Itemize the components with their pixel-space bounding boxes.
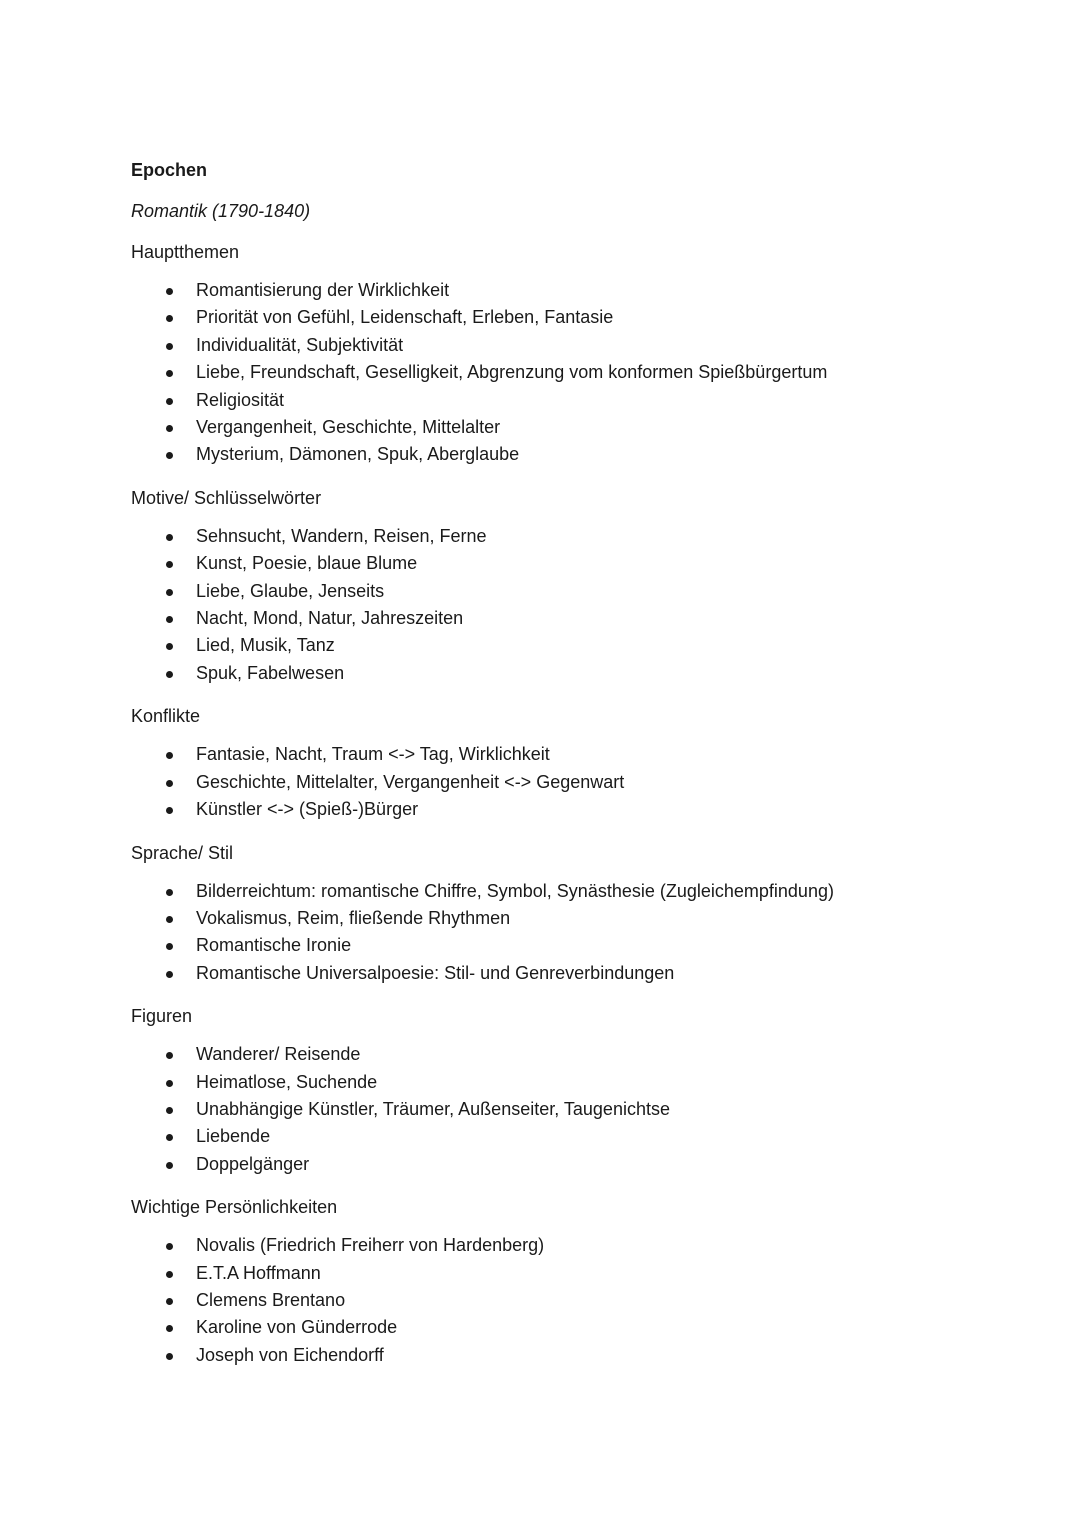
list-item <box>131 932 1011 959</box>
list-item-text: Geschichte, Mittelalter, Vergangenheit <-> Gegenwart <box>196 771 625 792</box>
bullet-icon <box>166 971 173 978</box>
list-item <box>131 304 1011 331</box>
bullet-icon <box>166 1243 173 1250</box>
list-item-text: Liebe, Freundschaft, Geselligkeit, Abgrenzung vom konformen Spießbürgertum <box>196 362 828 383</box>
sections-container <box>131 237 1011 1369</box>
list-item <box>131 632 1011 659</box>
section-heading: Figuren <box>131 1006 193 1027</box>
list-item-text: Romantisierung der Wirklichkeit <box>196 280 450 300</box>
section-heading: Motive/ Schlüsselwörter <box>131 487 322 508</box>
bullet-list <box>131 523 1011 687</box>
bullet-icon <box>166 1107 173 1114</box>
list-item-text: Vergangenheit, Geschichte, Mittelalter <box>196 417 501 438</box>
bullet-icon <box>166 315 173 322</box>
bullet-icon <box>166 1271 173 1278</box>
list-item <box>131 960 1011 987</box>
list-item-text: Liebe, Glaube, Jenseits <box>196 580 385 601</box>
list-item <box>131 1314 1011 1341</box>
section-heading: Hauptthemen <box>131 242 240 262</box>
bullet-list <box>131 1041 1011 1178</box>
bullet-icon <box>166 916 173 923</box>
list-item <box>131 796 1011 823</box>
bullet-icon <box>166 452 173 459</box>
list-item-text: Nacht, Mond, Natur, Jahreszeiten <box>196 608 464 629</box>
list-item <box>131 741 1011 768</box>
bullet-icon <box>166 370 173 377</box>
list-item <box>131 769 1011 796</box>
list-item <box>131 660 1011 687</box>
list-item <box>131 1123 1011 1150</box>
list-item-text: Heimatlose, Suchende <box>196 1071 378 1092</box>
bullet-icon <box>166 643 173 650</box>
list-item <box>131 414 1011 441</box>
section-heading: Sprache/ Stil <box>131 842 234 863</box>
list-item <box>131 1287 1011 1314</box>
list-item-text: Romantische Universalpoesie: Stil- und Genreverbindungen <box>196 962 675 983</box>
list-item-text: Kunst, Poesie, blaue Blume <box>196 553 418 574</box>
bullet-icon <box>166 561 173 568</box>
section-heading: Wichtige Persönlichkeiten <box>131 1197 338 1218</box>
list-item <box>131 1069 1011 1096</box>
bullet-icon <box>166 534 173 541</box>
bullet-icon <box>166 943 173 950</box>
list-item-text: Mysterium, Dämonen, Spuk, Aberglaube <box>196 444 520 465</box>
bullet-list <box>131 1232 1011 1369</box>
bullet-icon <box>166 1325 173 1332</box>
list-item-text: Fantasie, Nacht, Traum <-> Tag, Wirklichkeit <box>196 744 550 765</box>
bullet-icon <box>166 343 173 350</box>
list-item-text: Sehnsucht, Wandern, Reisen, Ferne <box>196 525 487 546</box>
bullet-icon <box>166 671 173 678</box>
bullet-icon <box>166 1298 173 1305</box>
list-item-text: Romantische Ironie <box>196 935 352 956</box>
document-subtitle: Romantik (1790-1840) <box>131 201 311 221</box>
bullet-icon <box>166 616 173 623</box>
list-item-text: Individualität, Subjektivität <box>196 334 404 355</box>
bullet-list <box>131 741 1011 823</box>
list-item <box>131 905 1011 932</box>
list-item <box>131 1260 1011 1287</box>
bullet-list <box>131 277 1011 469</box>
bullet-icon <box>166 288 173 295</box>
bullet-list <box>131 878 1011 988</box>
list-item-text: E.T.A Hoffmann <box>196 1262 321 1283</box>
document-page <box>131 155 1011 1383</box>
bullet-icon <box>166 1353 173 1360</box>
bullet-icon <box>166 780 173 787</box>
bullet-icon <box>166 752 173 759</box>
bullet-icon <box>166 889 173 896</box>
list-item <box>131 387 1011 414</box>
list-item <box>131 332 1011 359</box>
bullet-icon <box>166 1052 173 1059</box>
list-item <box>131 550 1011 577</box>
list-item-text: Karoline von Günderrode <box>196 1317 398 1338</box>
list-item-text: Lied, Musik, Tanz <box>196 635 335 656</box>
list-item <box>131 1342 1011 1369</box>
list-item <box>131 1096 1011 1123</box>
list-item-text: Doppelgänger <box>196 1153 310 1174</box>
bullet-icon <box>166 425 173 432</box>
list-item <box>131 277 1011 304</box>
bullet-icon <box>166 807 173 814</box>
list-item <box>131 359 1011 386</box>
list-item <box>131 878 1011 905</box>
list-item <box>131 1151 1011 1178</box>
list-item-text: Liebende <box>196 1126 271 1147</box>
section-heading: Konflikte <box>131 706 201 727</box>
list-item-text: Joseph von Eichendorff <box>196 1344 384 1365</box>
bullet-icon <box>166 1162 173 1169</box>
list-item <box>131 523 1011 550</box>
list-item <box>131 1041 1011 1068</box>
document-title: Epochen <box>131 160 208 180</box>
list-item <box>131 578 1011 605</box>
list-item <box>131 441 1011 468</box>
list-item-text: Künstler <-> (Spieß-)Bürger <box>196 799 419 820</box>
list-item-text: Priorität von Gefühl, Leidenschaft, Erleben, Fantasie <box>196 307 614 328</box>
list-item-text: Bilderreichtum: romantische Chiffre, Symbol, Synästhesie (Zugleichempfindung) <box>196 880 834 901</box>
list-item-text: Religiosität <box>196 389 285 410</box>
list-item-text: Spuk, Fabelwesen <box>196 662 345 683</box>
list-item <box>131 1232 1011 1259</box>
list-item-text: Wanderer/ Reisende <box>196 1044 361 1065</box>
list-item <box>131 605 1011 632</box>
list-item-text: Unabhängige Künstler, Träumer, Außenseiter, Taugenichtse <box>196 1098 670 1119</box>
bullet-icon <box>166 398 173 405</box>
list-item-text: Clemens Brentano <box>196 1289 346 1310</box>
bullet-icon <box>166 1134 173 1141</box>
bullet-icon <box>166 589 173 596</box>
bullet-icon <box>166 1080 173 1087</box>
list-item-text: Novalis (Friedrich Freiherr von Hardenberg) <box>196 1235 545 1256</box>
list-item-text: Vokalismus, Reim, fließende Rhythmen <box>196 907 511 928</box>
